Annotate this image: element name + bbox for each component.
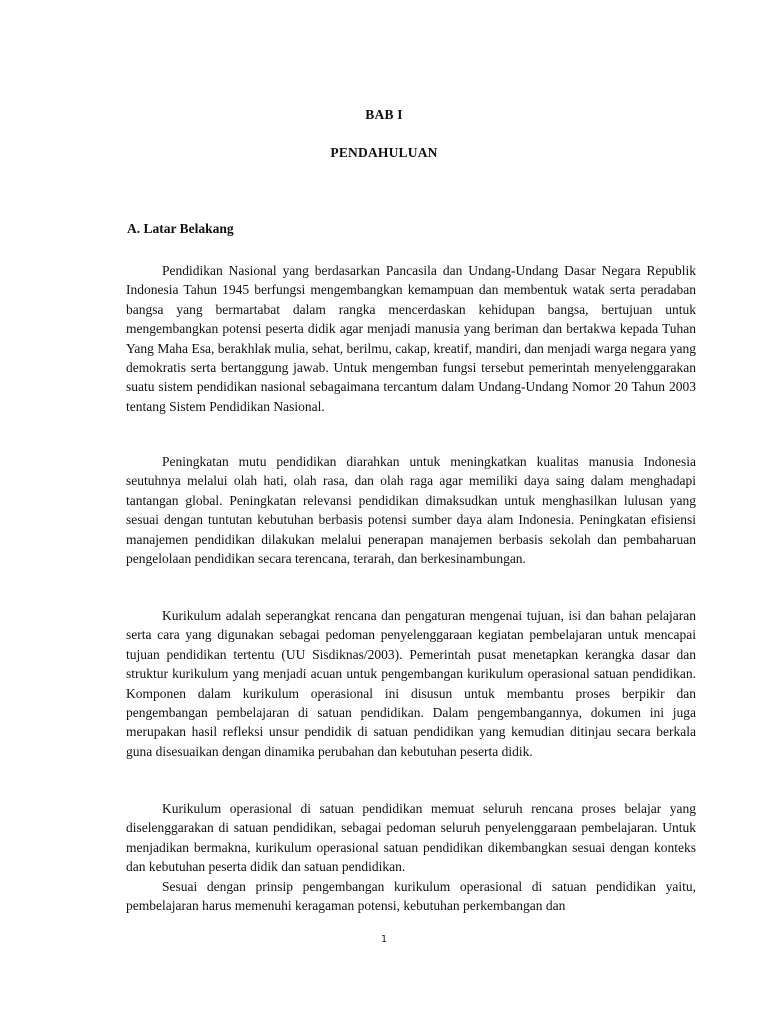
chapter-title: PENDAHULUAN [330, 145, 438, 160]
paragraph-5: Sesuai dengan prinsip pengembangan kurikulum operasional di satuan pendidikan yaitu, pembelajaran harus memenuhi keragaman potensi, kebutuhan perkembangan dan [126, 879, 696, 914]
paragraph-3: Kurikulum adalah seperangkat rencana dan pengaturan mengenai tujuan, isi dan bahan pelajaran serta cara yang digunakan sebagai pedoman penyelenggaraan kegiatan pembelajaran untuk mencapai tujuan pendidikan tertentu (UU Sisdiknas/2003). Pemerintah pusat menetapkan kerangka dasar dan struktur kurikulum yang menjadi acuan untuk pengembangan kurikulum operasional satuan pendidikan. Komponen dalam kurikulum operasional ini disusun untuk membantu proses berpikir dan pengembangan pembelajaran di satuan pendidikan. Dalam pengembangannya, dokumen ini juga merupakan hasil refleksi unsur pendidik di satuan pendidikan yang kemudian ditinjau secara berkala guna disesuaikan dengan dinamika perubahan dan kebutuhan peserta didik. [126, 608, 696, 759]
paragraph-4: Kurikulum operasional di satuan pendidikan memuat seluruh rencana proses belajar yang diselenggarakan di satuan pendidikan, sebagai pedoman seluruh penyelenggaraan pembelajaran. Untuk menjadikan bermakna, kurikulum operasional satuan pendidikan dikembangkan sesuai dengan konteks dan kebutuhan peserta didik dan satuan pendidikan. [126, 801, 696, 875]
chapter-number: BAB I [365, 107, 403, 122]
paragraph-2: Peningkatan mutu pendidikan diarahkan untuk meningkatkan kualitas manusia Indonesia seutuhnya melalui olah hati, olah rasa, dan olah raga agar memiliki daya saing dalam menghadapi tantangan global. Peningkatan relevansi pendidikan dimaksudkan untuk menghasilkan lulusan yang sesuai dengan tuntutan kebutuhan berbasis potensi sumber daya alam Indonesia. Peningkatan efisiensi manajemen pendidikan dilakukan melalui penerapan manajemen berbasis sekolah dan pembaharuan pengelolaan pendidikan secara terencana, terarah, dan berkesinambungan. [126, 454, 696, 567]
section-heading: A. Latar Belakang [127, 221, 234, 236]
page-number: 1 [380, 934, 388, 945]
paragraph-1: Pendidikan Nasional yang berdasarkan Pancasila dan Undang-Undang Dasar Negara Republik Indonesia Tahun 1945 berfungsi mengembangkan kemampuan dan membentuk watak serta peradaban bangsa yang bermartabat dalam rangka mencerdaskan kehidupan bangsa, bertujuan untuk mengembangkan potensi peserta didik agar menjadi manusia yang beriman dan bertakwa kepada Tuhan Yang Maha Esa, berakhlak mulia, sehat, berilmu, cakap, kreatif, mandiri, dan menjadi warga negara yang demokratis serta bertanggung jawab. Untuk mengemban fungsi tersebut pemerintah menyelenggarakan suatu sistem pendidikan nasional sebagaimana tercantum dalam Undang-Undang Nomor 20 Tahun 2003 tentang Sistem Pendidikan Nasional. [126, 263, 696, 414]
